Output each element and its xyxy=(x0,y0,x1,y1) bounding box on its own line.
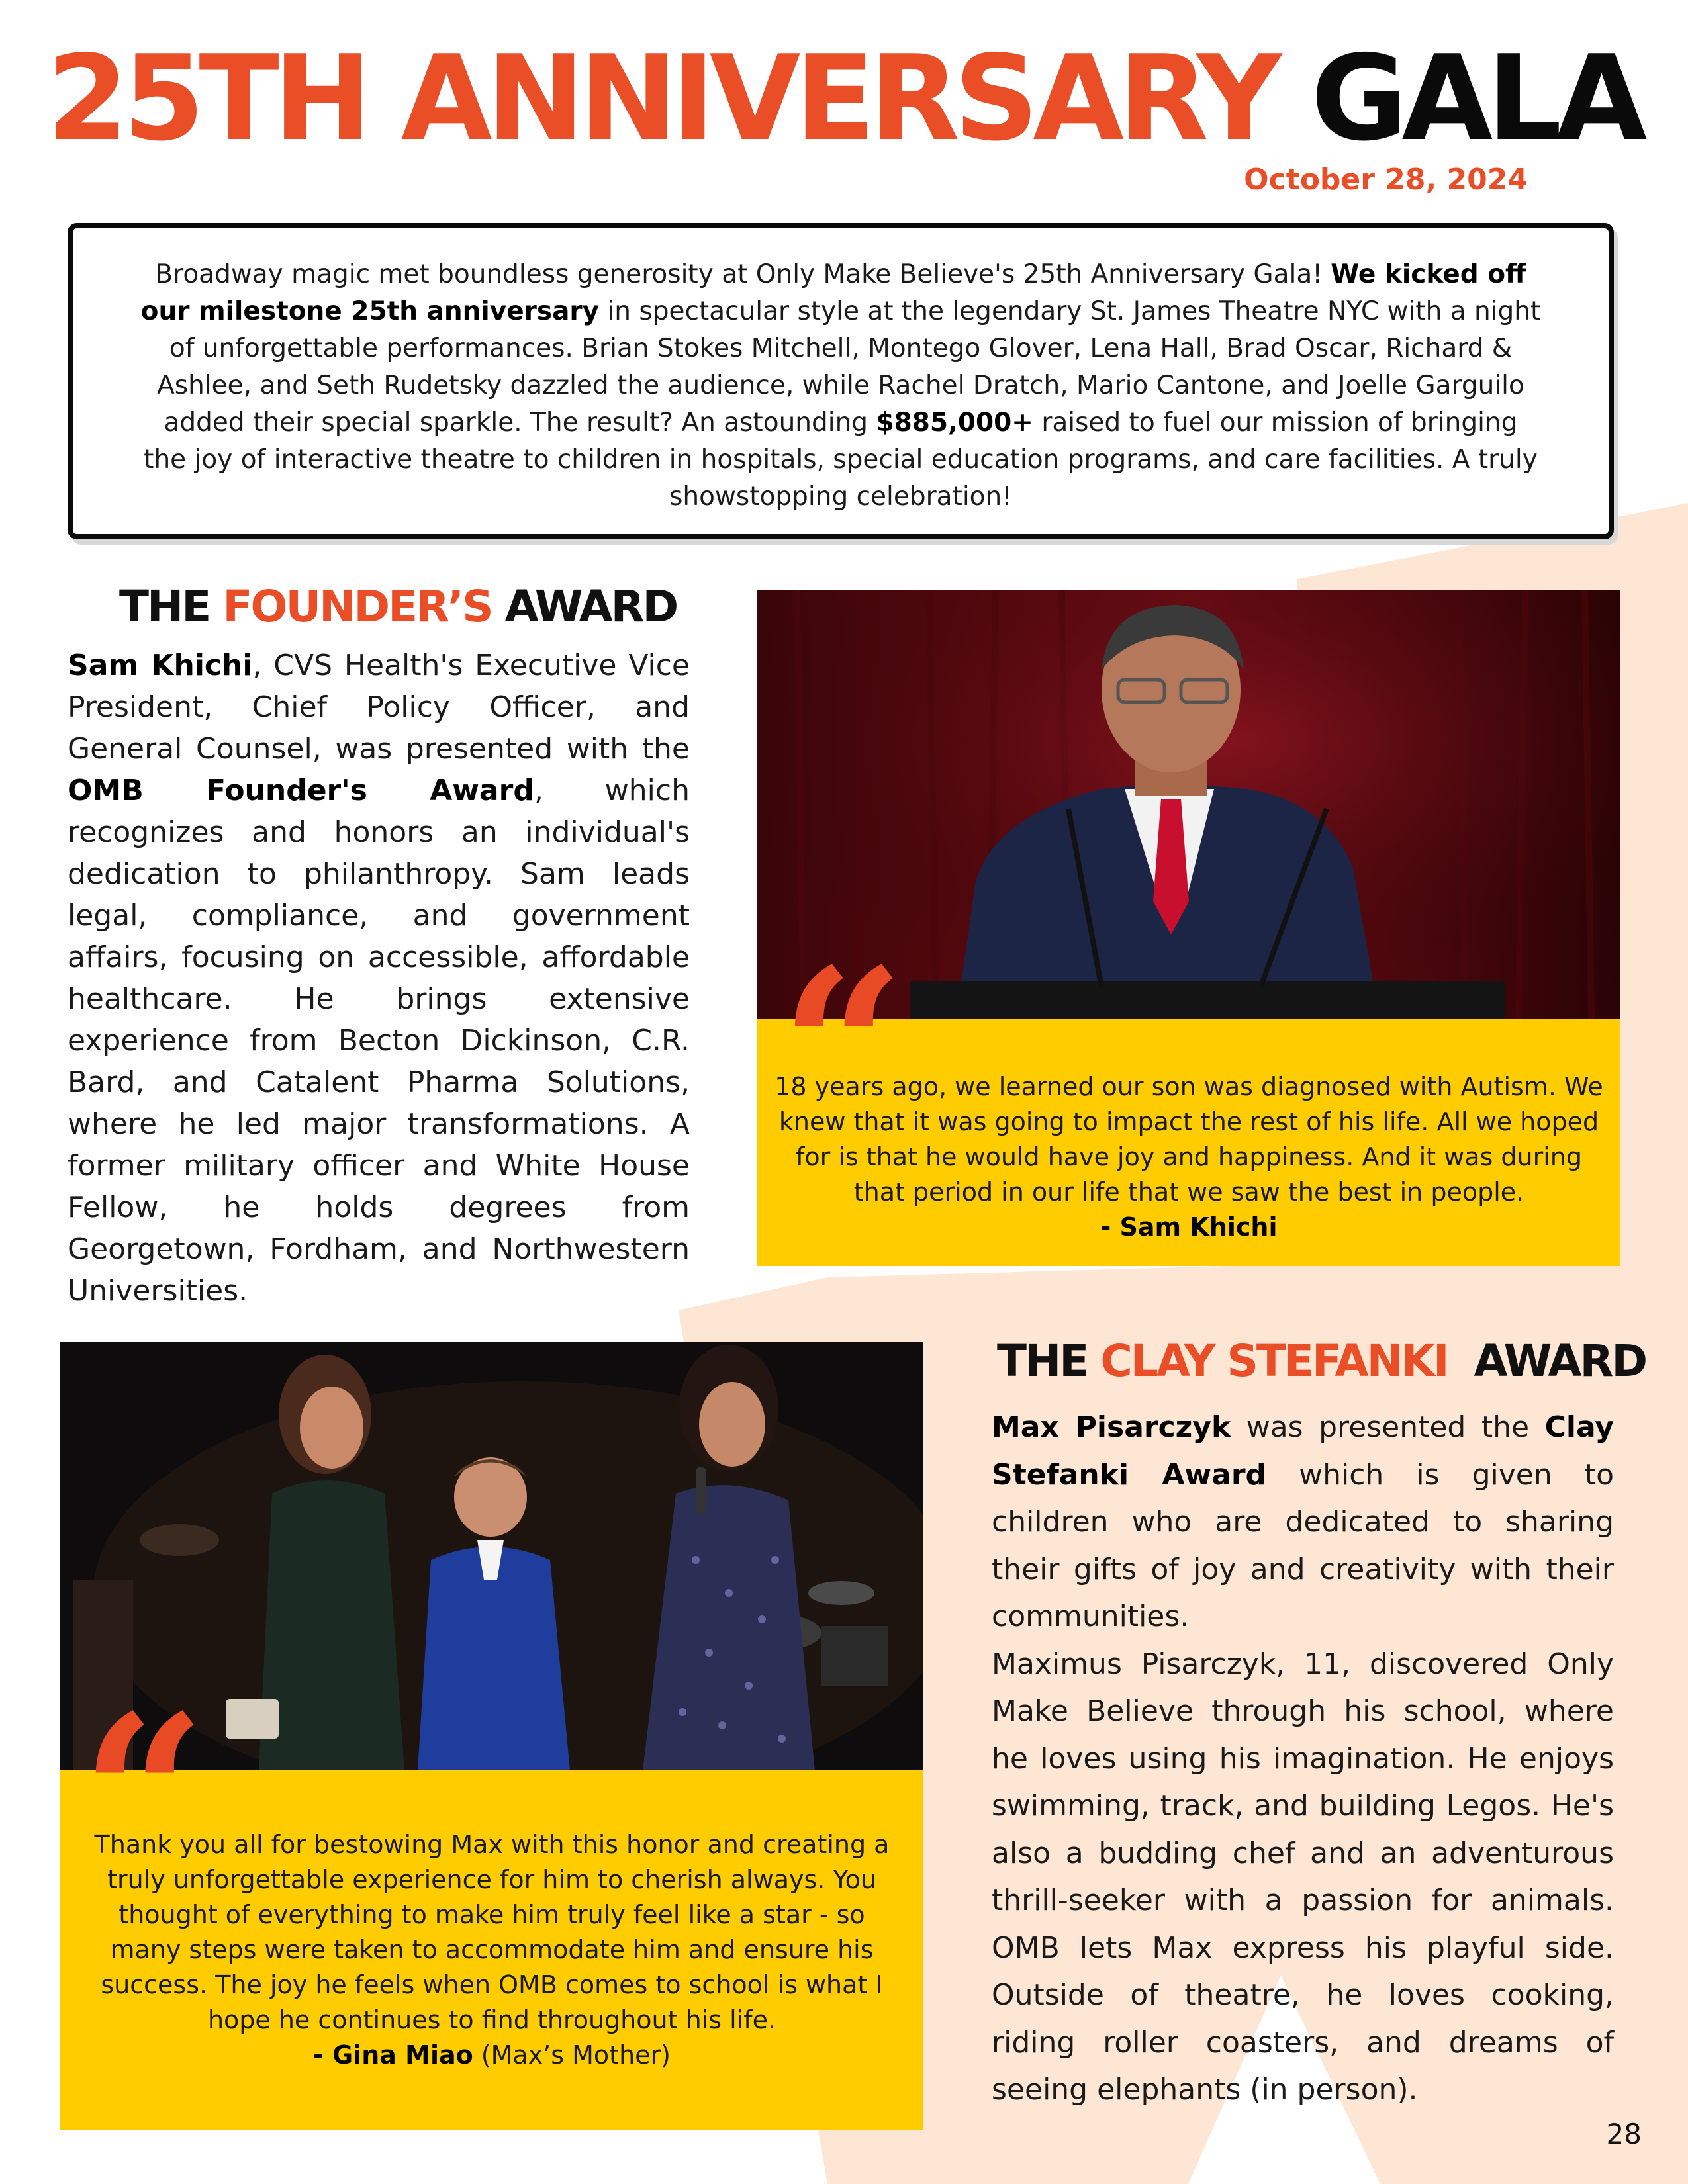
clay-paragraph-2: Maximus Pisarczyk, 11, discovered Only Make Believe through his school, where he loves using his imagination. He enjoys swimming, track, and building Legos. He's also a budding chef and an adventurous thrill-seeker with a passion for animals. OMB lets Max express his playful side. Outside of theatre, he loves cooking, riding roller coasters, and dreams of seeing elephants (in person). xyxy=(992,1647,1614,2107)
intro-text-2: in spectacular style at the legendary St. James Theatre NYC with a night of unforgettable performances. Brian Stokes Mitchell, Montego Glover, Lena Hall, Brad Oscar, Richard & Ashlee, and Seth Rudetsky dazzled the audience, while Rachel Dratch, Mario Cantone, and Joelle Garguilo added their special sparkle. The result? An astounding xyxy=(157,296,1541,437)
founders-text-2: , which recognizes and honors an individual's dedication to philanthropy. Sam leads legal, compliance, and government affairs, focusing on accessible, affordable healthcare. He brings extensive experience from Becton Dickinson, C.R. Bard, and Catalent Pharma Solutions, where he led major transformations. A former military officer and White House Fellow, he holds degrees from Georgetown, Fordham, and Northwestern Universities. xyxy=(68,774,690,1308)
quote-mark-icon: “ xyxy=(780,921,906,1177)
clay-text-1: was presented the xyxy=(1231,1410,1545,1444)
award-name: Clay Stefanki Award xyxy=(992,1410,1614,1492)
intro-text-3: raised to fuel our mission of bringing the joy of interactive theatre to children in hospitals, special education programs, and care facilities. A truly showstopping celebration! xyxy=(144,408,1538,512)
heading-post: AWARD xyxy=(491,581,677,632)
heading-pre: THE xyxy=(119,581,223,632)
heading-pre: THE xyxy=(997,1336,1101,1387)
clay-paragraph-1 xyxy=(992,1404,1614,1641)
honoree-name: Max Pisarczyk xyxy=(992,1410,1231,1444)
quote-relation-max: (Max’s Mother) xyxy=(473,2040,671,2070)
page-title xyxy=(0,30,1688,167)
title-gala: GALA xyxy=(1311,30,1642,167)
intro-bold-1: We kicked off our milestone 25th anniversary xyxy=(140,259,1526,326)
honoree-name: Sam Khichi xyxy=(68,649,253,682)
award-name: OMB Founder's Award xyxy=(68,774,534,807)
founders-award-heading xyxy=(119,581,677,632)
page-number: 28 xyxy=(1606,2118,1642,2150)
intro-text-1: Broadway magic met boundless generosity at Only Make Believe's 25th Anniversary Gala! xyxy=(155,259,1331,289)
intro-summary-box xyxy=(68,223,1614,539)
quote-mark-icon: “ xyxy=(81,1667,207,1924)
founders-text-1: , CVS Health's Executive Vice President, Chief Policy Officer, and General Counsel, was presented with the xyxy=(68,649,690,766)
clay-stefanki-award-heading xyxy=(997,1336,1646,1387)
founders-award-description xyxy=(68,645,690,1312)
heading-post: AWARD xyxy=(1447,1336,1646,1387)
quote-attribution-sam: - Sam Khichi xyxy=(1100,1212,1278,1242)
heading-highlight: CLAY STEFANKI xyxy=(1100,1336,1448,1387)
clay-text-2: which is given to children who are dedicated to sharing their gifts of joy and creativity with their communities. xyxy=(992,1457,1614,1633)
heading-highlight: FOUNDER’S xyxy=(222,581,492,632)
quote-text-max: Thank you all for bestowing Max with this honor and creating a truly unforgettable experience for him to cherish always. You thought of everything to make him truly feel like a star - so many steps were taken to accommodate him and ensure his success. The joy he feels when OMB comes to school is what I hope he continues to find throughout his life. xyxy=(94,1830,890,2034)
event-date: October 28, 2024 xyxy=(1244,163,1528,197)
title-highlight: 25TH ANNIVERSARY xyxy=(46,30,1276,167)
clay-stefanki-award-description xyxy=(992,1404,1614,2114)
quote-attribution-max: - Gina Miao xyxy=(312,2040,473,2070)
intro-amount-raised: $885,000+ xyxy=(876,408,1033,437)
quote-text-sam: 18 years ago, we learned our son was diagnosed with Autism. We knew that it was going to impact the rest of his life. All we hoped for is that he would have joy and happiness. And it was during that period in our life that we saw the best in people. xyxy=(774,1072,1603,1206)
